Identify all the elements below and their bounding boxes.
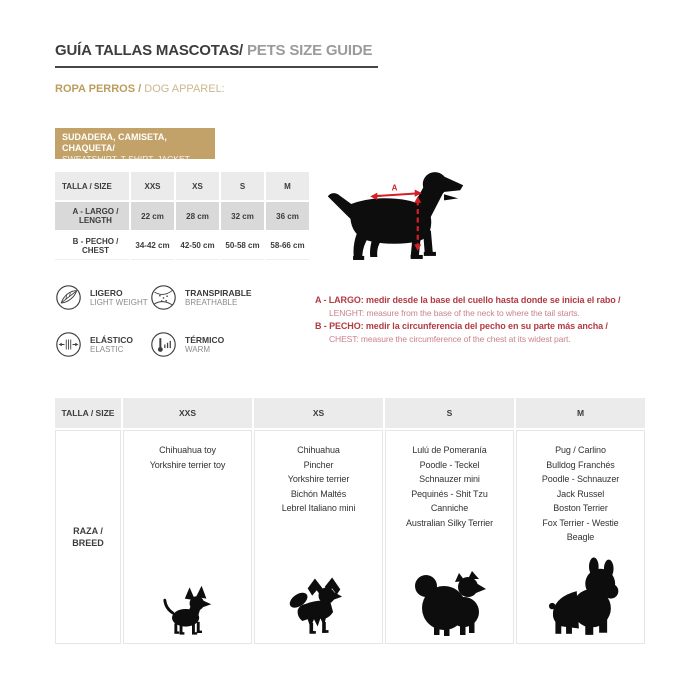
- breed-header-xs: XS: [254, 398, 383, 428]
- breed-line: Yorkshire terrier: [287, 474, 350, 484]
- breed-line: Boston Terrier: [553, 503, 608, 513]
- breed-line: Lebrel Italiano mini: [281, 503, 356, 513]
- breed-cell-s: [385, 430, 514, 644]
- arrow-a-label: A: [391, 183, 398, 193]
- section-subtitle-en: DOG APPAREL:: [144, 83, 225, 95]
- size-table-header-xs: XS: [176, 172, 219, 200]
- breed-line: Pug / Carlino: [555, 445, 606, 455]
- breed-line: Australian Silky Terrier: [406, 517, 493, 528]
- note-length-en: LENGHT: measure from the base of the neck to where the tail starts.: [329, 308, 580, 318]
- breed-line: Poodle - Teckel: [419, 459, 480, 470]
- measuring-notes: [315, 294, 657, 346]
- breed-cell-xxs: [123, 430, 252, 644]
- thermometer-icon: [150, 331, 177, 358]
- feature-warm-es: TÉRMICO: [185, 334, 225, 345]
- section-subtitle: [55, 83, 225, 95]
- breed-line: Pincher: [303, 459, 334, 470]
- elastic-icon: [55, 331, 82, 358]
- breed-header-label: TALLA / SIZE: [55, 398, 121, 428]
- note-length-es: A - LARGO: medir desde la base del cuello hasta donde se inicia el rabo /: [315, 295, 621, 305]
- feature-elastic-es: ELÁSTICO: [90, 334, 133, 345]
- size-table-header-m: M: [266, 172, 309, 200]
- breed-line: Jack Russel: [556, 488, 605, 499]
- breed-list-xxs: [124, 431, 251, 472]
- chest-xs: 42-50 cm: [176, 232, 219, 260]
- breathable-icon: [150, 284, 177, 311]
- feature-breathable-es: TRANSPIRABLE: [185, 287, 252, 298]
- feature-lightweight-es: LIGERO: [90, 287, 123, 298]
- french-bulldog-silhouette: [538, 557, 624, 637]
- breed-row-label: [55, 430, 121, 644]
- page-title-en: PETS SIZE GUIDE: [243, 42, 373, 59]
- breed-line: Chihuahua toy: [159, 445, 216, 455]
- size-table-header-label: TALLA / SIZE: [55, 172, 129, 200]
- breed-line: Lulú de Pomeranía: [412, 445, 487, 455]
- breed-line: Bichón Maltés: [290, 488, 347, 499]
- feature-warm: [150, 331, 224, 358]
- breed-header-xxs: XXS: [123, 398, 252, 428]
- breed-table: [55, 398, 645, 644]
- breed-row-label-en: BREED: [72, 538, 104, 548]
- breed-line: Chihuahua: [297, 445, 340, 455]
- breed-table-header: [55, 398, 645, 428]
- breed-line: Schnauzer mini: [419, 474, 480, 484]
- chihuahua-silhouette: [160, 585, 216, 637]
- chest-s: 50-58 cm: [221, 232, 264, 260]
- breed-line: Fox Terrier - Westie: [542, 517, 619, 528]
- feature-elastic: [55, 331, 133, 358]
- feature-lightweight: [55, 284, 148, 311]
- breed-row-label-es: RAZA /: [73, 526, 103, 536]
- feature-breathable: [150, 284, 252, 311]
- note-chest-en: CHEST: measure the circumference of the chest at its widest part.: [329, 334, 571, 344]
- garment-category-box: [55, 128, 215, 164]
- feature-elastic-en: ELASTIC: [90, 344, 124, 354]
- length-m: 36 cm: [266, 202, 309, 230]
- garment-category-en: SWEATSHIRT, T-SHIRT, JACKET: [62, 154, 190, 164]
- note-chest-es: B - PECHO: medir la circunferencia del pecho en su parte más ancha /: [315, 321, 608, 331]
- breed-header-m: M: [516, 398, 645, 428]
- feature-breathable-en: BREATHABLE: [185, 297, 238, 307]
- page-title-es: GUÍA TALLAS MASCOTAS/: [55, 42, 244, 59]
- long-haired-chihuahua-silhouette: [285, 577, 353, 637]
- breed-header-s: S: [385, 398, 514, 428]
- breed-cell-m: [516, 430, 645, 644]
- size-table: [55, 172, 309, 260]
- breed-line: Beagle: [566, 532, 595, 542]
- length-row-label: A - LARGO / LENGTH: [55, 202, 129, 230]
- breed-line: Yorkshire terrier toy: [149, 459, 226, 470]
- measurement-dog-diagram: [322, 166, 467, 262]
- chest-m: 58-66 cm: [266, 232, 309, 260]
- size-table-header-s: S: [221, 172, 264, 200]
- chest-row-label: B - PECHO / CHEST: [55, 232, 129, 260]
- length-xs: 28 cm: [176, 202, 219, 230]
- section-subtitle-es: ROPA PERROS /: [55, 83, 145, 95]
- breed-cell-xs: [254, 430, 383, 644]
- feather-icon: [55, 284, 82, 311]
- breed-list-xs: [255, 431, 382, 516]
- breed-list-s: [386, 431, 513, 530]
- breed-line: Canniche: [430, 503, 469, 513]
- breed-table-body: [55, 430, 645, 644]
- feature-warm-en: WARM: [185, 344, 211, 354]
- breed-line: Pequinés - Shit Tzu: [411, 488, 488, 499]
- garment-category-es: SUDADERA, CAMISETA, CHAQUETA/: [62, 132, 167, 153]
- length-xxs: 22 cm: [131, 202, 174, 230]
- pomeranian-silhouette: [410, 567, 490, 637]
- chest-xxs: 34-42 cm: [131, 232, 174, 260]
- breed-list-m: [517, 431, 644, 545]
- breed-line: Poodle - Schnauzer: [541, 474, 620, 484]
- breed-line: Bulldog Franchés: [546, 459, 615, 470]
- feature-lightweight-en: LIGHT WEIGHT: [90, 297, 148, 307]
- length-s: 32 cm: [221, 202, 264, 230]
- size-table-header-xxs: XXS: [131, 172, 174, 200]
- page-title: [55, 42, 378, 68]
